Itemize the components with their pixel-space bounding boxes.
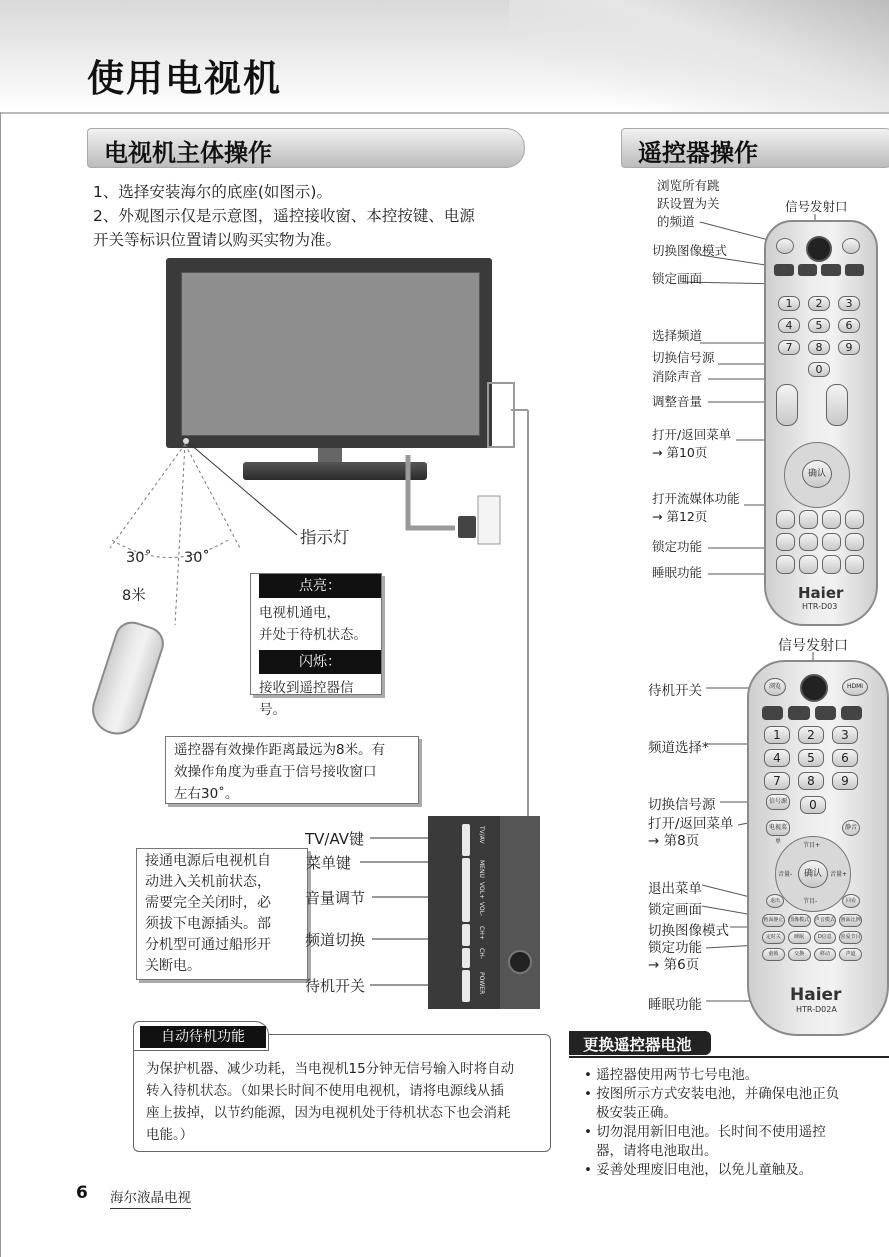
remote2-brand: Haier — [790, 985, 842, 1005]
remote1-hdmi-button — [842, 238, 860, 254]
flash-text: 接收到遥控器信号。 — [259, 680, 354, 718]
remote1-key-6: 6 — [838, 318, 860, 333]
battery-title-rule — [569, 1056, 889, 1058]
label-menu: 菜单键 — [306, 854, 352, 872]
r1-label-line: 的频道 — [657, 214, 695, 229]
panel-mark-chup: CH+ — [478, 926, 485, 940]
remote1-func-key — [845, 555, 864, 574]
r1-label-line: → 第10页 — [652, 445, 708, 460]
remote2-color-row — [762, 706, 862, 720]
panel-mark-volup: VOL+ — [478, 882, 485, 900]
remote1-key-0: 0 — [808, 362, 830, 377]
r2-label-line: → 第6页 — [648, 957, 700, 973]
remote1-key-7: 7 — [778, 340, 800, 355]
r1-label-line: 打开/返回菜单 — [652, 427, 732, 442]
remote2-key-1: 1 — [764, 726, 790, 744]
label-channel: 频道切换 — [305, 931, 366, 949]
panel-mark-power: POWER — [478, 972, 485, 995]
battery-item-cont: 极安装正确。 — [596, 1105, 677, 1121]
remote2-vol-down-label: 音量- — [778, 871, 793, 878]
remote1-func-key — [799, 555, 818, 574]
r2-label-exit: 退出菜单 — [648, 881, 702, 897]
remote1-function-grid — [776, 510, 864, 574]
remote1-func-key — [799, 533, 818, 552]
r1-label-browse — [657, 177, 720, 231]
remote2-source-button: 信号源 — [766, 794, 790, 810]
r1-label-line: 浏览所有跳 — [657, 178, 720, 193]
remote1-func-key — [822, 533, 841, 552]
remote1-brand: Haier — [798, 584, 844, 602]
remote1-func-key — [799, 510, 818, 529]
remote2-swap-key: 交换 — [788, 948, 811, 961]
indicator-status-box — [250, 573, 382, 718]
remote2-menu-button: 电视菜单 — [766, 820, 790, 836]
remote1-key-5: 5 — [808, 318, 830, 333]
remote2-favorite-key: 喜爱节目 — [839, 931, 862, 944]
remote1-key-2: 2 — [808, 296, 830, 311]
remote1-key-9: 9 — [838, 340, 860, 355]
remote1-color-key — [845, 264, 865, 276]
remote2-color-key — [815, 706, 836, 720]
battery-item: • 遥控器使用两节七号电池。 — [584, 1067, 759, 1083]
indicator-label: 指示灯 — [300, 528, 350, 547]
remote1-key-8: 8 — [808, 340, 830, 355]
auto-standby-line: 座上拔掉，以节约能源，因为电视机处于待机状态下也会消耗 — [146, 1105, 511, 1121]
remote1-color-key — [774, 264, 794, 276]
power-note-line: 接通电源后电视机自 — [145, 853, 271, 869]
battery-item-cont: 器，请将电池取出。 — [596, 1143, 718, 1159]
lit-line: 电视机通电， — [259, 605, 340, 621]
r2-label-channel: 频道选择* — [648, 740, 709, 756]
intro-line: 开关等标识位置请以购买实物为准。 — [93, 231, 342, 249]
lit-text — [251, 598, 381, 650]
remote2-ok-button: 确认 — [798, 860, 828, 888]
angle-right-label: 30˚ — [184, 550, 210, 566]
lit-header: 点亮： — [259, 574, 381, 598]
remote2-key-8: 8 — [798, 772, 824, 790]
remote1-key-1: 1 — [778, 296, 800, 311]
r2-label-freeze: 锁定画面 — [648, 902, 702, 918]
remote2-model: HTR-D02A — [796, 1005, 837, 1014]
panel-knob — [508, 950, 532, 974]
remote1-emitter-label: 信号发射口 — [785, 199, 848, 214]
r2-label-line: → 第8页 — [648, 833, 700, 849]
section-title-tv: 电视机主体操作 — [104, 139, 272, 167]
r1-label-menu — [652, 426, 731, 462]
remote1-model: HTR-D03 — [802, 602, 838, 611]
remote2-power-button — [800, 674, 828, 702]
remote2-ch-up-label: 节目+ — [803, 842, 821, 849]
auto-standby-title: 自动待机功能 — [140, 1026, 266, 1048]
r2-label-standby: 待机开关 — [648, 683, 702, 699]
remote2-key-3: 3 — [832, 726, 858, 744]
auto-standby-line: 电能。） — [146, 1127, 194, 1143]
battery-item: • 按图所示方式安装电池，并确保电池正负 — [584, 1086, 840, 1102]
r1-label-picture-mode: 切换图像模式 — [652, 243, 728, 258]
remote2-freeze-key: 画面静止 — [762, 914, 785, 927]
range-note-line: 左右30˚。 — [174, 786, 239, 802]
r2-label-lock — [648, 940, 702, 974]
remote1-ok-button: 确认 — [802, 460, 832, 488]
remote1-func-key — [776, 555, 795, 574]
section-title-remote: 遥控器操作 — [638, 139, 758, 167]
remote1-key-4: 4 — [778, 318, 800, 333]
remote1-func-key — [822, 510, 841, 529]
remote1-func-key — [845, 510, 864, 529]
remote2-exit-button: 退出 — [766, 894, 784, 908]
r2-label-line: 打开/返回菜单 — [648, 816, 734, 832]
battery-item: • 切勿混用新旧电池。长时间不使用遥控 — [584, 1124, 826, 1140]
r2-label-sleep: 睡眠功能 — [648, 997, 702, 1013]
r1-label-sleep: 睡眠功能 — [652, 565, 703, 580]
remote2-sound-mode-key: 声音模式 — [814, 914, 837, 927]
remote2-key-7: 7 — [764, 772, 790, 790]
power-note-line: 需要完全关闭时，必 — [145, 895, 271, 911]
range-note — [165, 736, 419, 804]
remote2-aspect-key: 画面比例 — [839, 914, 862, 927]
tvav-key — [462, 824, 470, 856]
r1-label-volume: 调整音量 — [652, 394, 703, 409]
label-volume: 音量调节 — [305, 889, 366, 907]
remote2-recall-button: 回看 — [842, 894, 860, 908]
remote2-key-0: 0 — [800, 796, 826, 814]
remote2-number-pad — [764, 726, 858, 795]
footer-title: 海尔液晶电视 — [110, 1186, 191, 1209]
power-note-line: 动进入关机前状态， — [145, 874, 271, 890]
remote2-hdmi-button: HDMI — [842, 678, 868, 696]
battery-item: • 妥善处理废旧电池，以免儿童触及。 — [584, 1162, 813, 1178]
remote1-func-key — [776, 533, 795, 552]
remote1-key-3: 3 — [838, 296, 860, 311]
remote1-func-key — [845, 533, 864, 552]
remote2-picture-mode-key: 图像模式 — [788, 914, 811, 927]
power-note — [136, 848, 308, 980]
r1-label-line: 跃设置为关 — [657, 196, 720, 211]
battery-list — [584, 1066, 884, 1180]
r1-label-channel: 选择频道 — [652, 328, 703, 343]
r1-label-line: → 第12页 — [652, 509, 708, 524]
ch-up-key — [462, 924, 470, 946]
r1-label-freeze: 锁定画面 — [652, 271, 703, 286]
panel-mark-chdown: CH- — [478, 948, 485, 959]
battery-title: 更换遥控器电池 — [583, 1036, 692, 1054]
r1-label-lock: 锁定功能 — [652, 539, 703, 554]
remote2-key-9: 9 — [832, 772, 858, 790]
r1-label-mute: 消除声音 — [652, 369, 703, 384]
remote1-power-button — [806, 236, 832, 262]
remote2-info-key: D信息 — [814, 931, 837, 944]
remote1-color-key — [821, 264, 841, 276]
page-number: 6 — [76, 1183, 88, 1203]
r1-label-source: 切换信号源 — [652, 350, 715, 365]
r2-label-menu — [648, 816, 734, 850]
side-panel-edge — [500, 816, 540, 1009]
r2-label-picture-mode: 切换图像模式 — [648, 923, 729, 939]
remote1-browse-button — [776, 238, 794, 254]
remote1-func-key — [776, 510, 795, 529]
remote2-mute-button: 静音 — [842, 820, 860, 836]
intro-line: 2、外观图示仅是示意图，遥控接收窗、本控按键、电源 — [93, 207, 475, 225]
remote2-sleep-key: 睡眠 — [788, 931, 811, 944]
vol-down-key — [462, 902, 470, 922]
power-note-line: 分机型可通过船形开 — [145, 937, 271, 953]
panel-mark-menu: MENU — [478, 860, 485, 878]
auto-standby-line: 转入待机状态。（如果长时间不使用电视机，请将电源线从插 — [146, 1083, 504, 1099]
label-standby: 待机开关 — [305, 977, 366, 995]
r1-label-line: 打开流媒体功能 — [652, 491, 740, 506]
lit-line: 并处于待机状态。 — [259, 627, 367, 643]
remote1-func-key — [822, 555, 841, 574]
remote1-channel-rocker — [826, 384, 848, 426]
auto-standby-line: 为保护机器、减少功耗，当电视机15分钟无信号输入时将自动 — [146, 1061, 515, 1077]
remote2-color-key — [841, 706, 862, 720]
remote2-function-grid — [762, 914, 862, 961]
remote2-browse-button: 浏览 — [764, 678, 786, 696]
auto-standby-text — [146, 1058, 546, 1146]
remote2-move-key: 移动 — [814, 948, 837, 961]
panel-mark-tvav: TV/AV — [478, 826, 485, 844]
range-note-line: 遥控器有效操作距离最远为8米。有 — [174, 742, 386, 758]
remote1-color-key — [798, 264, 818, 276]
distance-label: 8米 — [122, 588, 146, 604]
remote2-color-key — [762, 706, 783, 720]
r2-label-source: 切换信号源 — [648, 797, 716, 813]
panel-mark-voldown: VOL- — [478, 902, 485, 917]
remote2-ch-down-label: 节目- — [803, 898, 818, 905]
power-note-line: 须拔下电源插头。部 — [145, 916, 271, 932]
remote2-key-2: 2 — [798, 726, 824, 744]
remote2-key-6: 6 — [832, 749, 858, 767]
r1-label-media — [652, 490, 740, 526]
remote2-audio-key: 声道 — [839, 948, 862, 961]
flash-header: 闪烁： — [259, 650, 381, 674]
remote2-key-4: 4 — [764, 749, 790, 767]
range-note-line: 效操作角度为垂直于信号接收窗口 — [174, 764, 377, 780]
power-note-line: 关断电。 — [145, 958, 201, 974]
remote2-key-5: 5 — [798, 749, 824, 767]
remote2-vol-up-label: 音量+ — [830, 871, 848, 878]
ch-down-key — [462, 948, 470, 968]
r2-label-line: 锁定功能 — [648, 940, 702, 956]
remote2-lock-key: 童锁 — [762, 948, 785, 961]
remote1-color-row — [774, 264, 864, 276]
page-title: 使用电视机 — [87, 57, 282, 100]
remote1-number-pad — [778, 296, 860, 377]
remote2-color-key — [788, 706, 809, 720]
power-key — [462, 970, 470, 1002]
remote2-timer-key: 定时关 — [762, 931, 785, 944]
remote1-volume-rocker — [776, 384, 798, 426]
angle-left-label: 30˚ — [126, 550, 152, 566]
label-tvav: TV/AV键 — [305, 830, 365, 848]
remote2-emitter-label: 信号发射口 — [778, 638, 848, 654]
intro-line: 1、选择安装海尔的底座(如图示)。 — [93, 183, 332, 201]
